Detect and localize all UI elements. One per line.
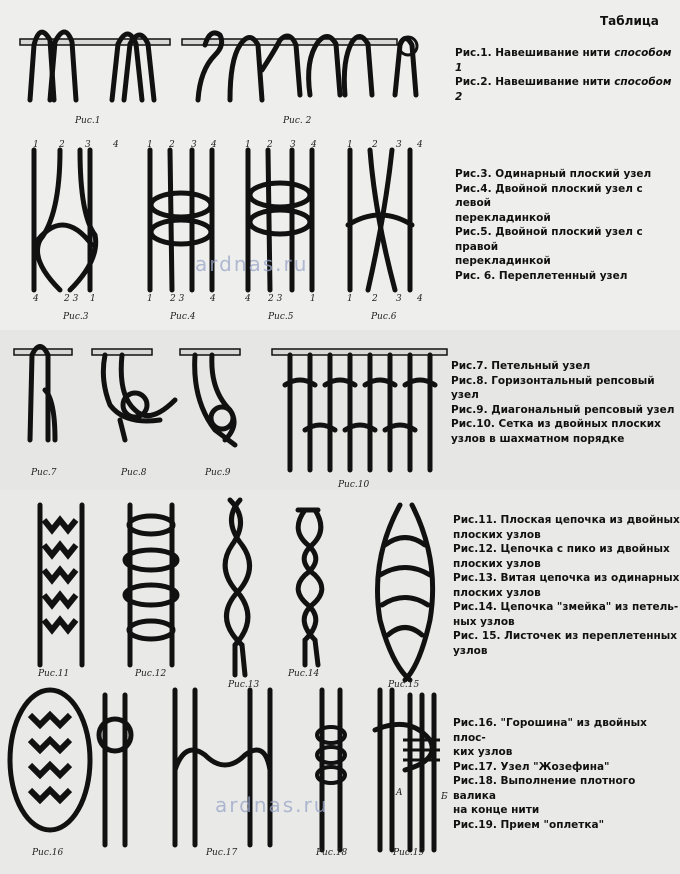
- legend-line: Рис.14. Цепочка "змейка" из петель-: [453, 601, 679, 613]
- thread-number: 3: [85, 140, 91, 150]
- fig17-drawing: [175, 690, 270, 845]
- fig19-drawing: [375, 690, 440, 850]
- thread-number: 4: [311, 140, 317, 150]
- fig15-drawing: [378, 505, 433, 680]
- caption-fig10: Рис.10: [338, 480, 370, 490]
- legend-fig3-6: [455, 167, 680, 283]
- thread-number: 4: [210, 294, 216, 304]
- legend-line: плоских узлов: [453, 586, 541, 599]
- thread-number: 1: [147, 294, 153, 304]
- fig14-drawing: [298, 510, 322, 665]
- legend-line: Рис.12. Цепочка с пико из двойных: [453, 543, 670, 555]
- legend-line: Рис.4. Двойной плоский узел с левой: [455, 182, 643, 209]
- thread-number: 2: [372, 140, 378, 150]
- fig3-drawing: [34, 150, 96, 290]
- fig13-drawing: [225, 500, 249, 675]
- fig6-drawing: [348, 150, 412, 290]
- legend-line: Рис.19. Прием "оплетка": [453, 818, 605, 831]
- fig2-drawing: [182, 33, 417, 100]
- legend-line: плоских узлов: [453, 557, 541, 570]
- legend-fig1-2: [455, 46, 680, 104]
- legend-line: плоских узлов: [453, 528, 541, 541]
- legend-line: ких узлов: [453, 746, 513, 758]
- legend-line: перекладинкой: [455, 211, 551, 224]
- caption-fig8: Рис.8: [121, 468, 147, 478]
- legend-line: ных узлов: [453, 615, 515, 628]
- legend-line: Рис. 6. Переплетенный узел: [455, 269, 628, 282]
- watermark: ardnas.ru: [195, 252, 309, 276]
- legend-fig7-10: [451, 359, 680, 446]
- caption-fig9: Рис.9: [205, 468, 231, 478]
- legend-line: Рис.11. Плоская цепочка из двойных: [453, 514, 680, 526]
- thread-number: 4: [417, 140, 423, 150]
- fig16-drawing: [10, 690, 131, 845]
- watermark: ardnas.ru: [215, 793, 329, 817]
- fig19-label-a: A: [396, 788, 403, 798]
- thread-number: 2: [59, 140, 65, 150]
- legend-line: Рис.16. "Горошина" из двойных плос-: [453, 717, 647, 744]
- fig7-drawing: [14, 347, 72, 441]
- caption-fig13: Рис.13: [228, 680, 260, 690]
- legend-line: Рис.1. Навешивание нити способом 1: [455, 47, 672, 74]
- caption-fig19: Рис.19: [393, 848, 425, 858]
- caption-fig3: Рис.3: [63, 312, 89, 322]
- caption-fig4: Рис.4: [170, 312, 196, 322]
- legend-line: Рис.10. Сетка из двойных плоских: [451, 418, 661, 430]
- thread-number: 1: [147, 140, 153, 150]
- thread-number: 4: [113, 140, 119, 150]
- caption-fig18: Рис.18: [316, 848, 348, 858]
- legend-line: Рис.9. Диагональный репсовый узел: [451, 403, 675, 416]
- caption-fig11: Рис.11: [38, 669, 70, 679]
- fig10-drawing: [272, 349, 447, 470]
- legend-line: перекладинкой: [455, 255, 551, 267]
- legend-line: Рис.18. Выполнение плотного валика: [453, 775, 636, 802]
- thread-number: 3: [290, 140, 296, 150]
- thread-number: 4: [417, 294, 423, 304]
- caption-fig15: Рис.15: [388, 680, 420, 690]
- thread-number: 1: [347, 140, 353, 150]
- thread-number: 2: [169, 140, 175, 150]
- thread-number: 3: [396, 294, 402, 304]
- fig19-label-b: Б: [441, 792, 448, 802]
- fig9-drawing: [180, 349, 240, 445]
- thread-number: 2 3: [268, 294, 283, 304]
- thread-number: 1: [245, 140, 251, 150]
- thread-number: 2: [372, 294, 378, 304]
- caption-fig7: Рис.7: [31, 468, 57, 478]
- legend-line: Рис.13. Витая цепочка из одинарных: [453, 572, 680, 584]
- fig12-drawing: [125, 505, 177, 665]
- thread-number: 4: [33, 294, 39, 304]
- caption-fig1: Рис.1: [75, 116, 101, 126]
- thread-number: 3: [396, 140, 402, 150]
- fig8-drawing: [92, 349, 175, 440]
- thread-number: 4: [211, 140, 217, 150]
- caption-fig17: Рис.17: [206, 848, 238, 858]
- legend-line: Рис.8. Горизонтальный репсовый узел: [451, 374, 655, 401]
- legend-line: на конце нити: [453, 804, 540, 816]
- legend-fig11-15: [453, 513, 680, 658]
- legend-line: Рис.7. Петельный узел: [451, 360, 591, 372]
- legend-line: Рис. 15. Листочек из переплетенных: [453, 630, 678, 642]
- legend-line: Рис.2. Навешивание нити способом 2: [455, 76, 672, 103]
- thread-number: 2 3: [170, 294, 185, 304]
- thread-number: 1: [33, 140, 39, 150]
- thread-number: 2: [267, 140, 273, 150]
- caption-fig12: Рис.12: [135, 669, 167, 679]
- legend-line: узлов в шахматном порядке: [451, 432, 625, 445]
- fig1-drawing: [20, 32, 170, 100]
- thread-number: 1: [347, 294, 353, 304]
- legend-line: Рис.17. Узел "Жозефина": [453, 760, 610, 773]
- thread-number: 1: [310, 294, 316, 304]
- thread-number: 1: [90, 294, 96, 304]
- fig18-drawing: [317, 690, 345, 850]
- legend-line: Рис.5. Двойной плоский узел с правой: [455, 226, 643, 253]
- caption-fig16: Рис.16: [32, 848, 64, 858]
- fig11-drawing: [40, 505, 82, 665]
- caption-fig5: Рис.5: [268, 312, 294, 322]
- legend-fig16-19: [453, 716, 680, 832]
- caption-fig2: Рис. 2: [283, 116, 312, 126]
- thread-number: 3: [191, 140, 197, 150]
- page-title: Таблица: [600, 14, 659, 28]
- thread-number: 4: [245, 294, 251, 304]
- thread-number: 2 3: [64, 294, 79, 304]
- caption-fig14: Рис.14: [288, 669, 320, 679]
- caption-fig6: Рис.6: [371, 312, 397, 322]
- legend-line: Рис.3. Одинарный плоский узел: [455, 168, 652, 180]
- legend-line: узлов: [453, 644, 488, 657]
